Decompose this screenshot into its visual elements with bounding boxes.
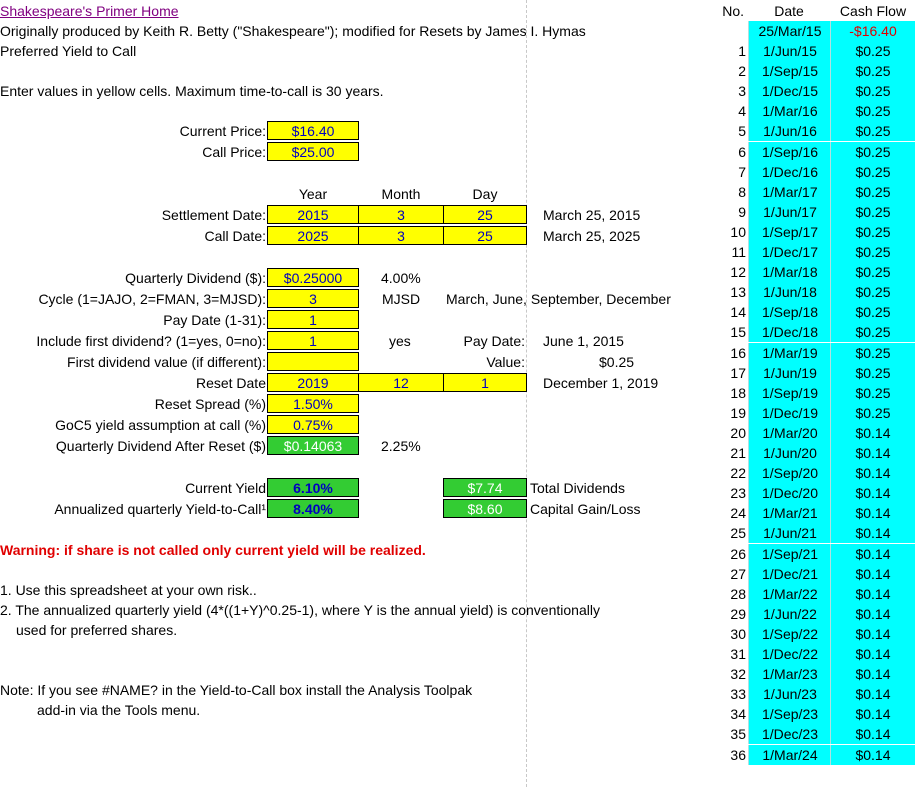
settlement-date-label: Settlement Date:: [161, 207, 266, 223]
value-label: Value:: [486, 354, 525, 370]
settlement-month-input[interactable]: 3: [358, 205, 444, 224]
sheet-subtitle: Preferred Yield to Call: [0, 43, 137, 59]
cash-flow-amount: $0.14: [830, 745, 915, 765]
cash-flow-no: 19: [730, 404, 746, 421]
cash-flow-no: 17: [730, 364, 746, 381]
cash-flow-no: 32: [730, 666, 746, 683]
cash-flow-no: 23: [730, 485, 746, 502]
first-dividend-value: $0.25: [599, 354, 635, 370]
cash-flow-no: 2: [738, 63, 746, 80]
settlement-year-input[interactable]: 2015: [267, 205, 359, 224]
call-price-label: Call Price:: [202, 144, 266, 160]
reset-date-text: December 1, 2019: [543, 375, 659, 391]
cash-flow-date: 1/Mar/21: [748, 503, 831, 523]
current-yield-label: Current Yield: [185, 480, 266, 496]
cash-flow-amount: $0.14: [830, 423, 915, 443]
cash-flow-no: 14: [730, 304, 746, 321]
total-dividends-value: $7.74: [443, 478, 527, 497]
cash-flow-amount: $0.14: [830, 664, 915, 684]
cash-flow-no: 22: [730, 465, 746, 482]
cash-flow-date: 1/Sep/18: [748, 302, 831, 322]
cash-flow-amount: $0.25: [830, 121, 915, 141]
call-year-input[interactable]: 2025: [267, 226, 359, 245]
page-break-line: [526, 0, 527, 787]
cash-flow-no: 30: [730, 625, 746, 642]
yield-to-call-value: 8.40%: [267, 499, 359, 518]
call-date-text: March 25, 2025: [543, 228, 641, 244]
cash-flow-amount: $0.25: [830, 162, 915, 182]
cash-flow-date: 1/Dec/23: [748, 724, 831, 744]
capital-gain-value: $8.60: [443, 499, 527, 518]
pay-day-label: Pay Date (1-31):: [163, 312, 266, 328]
quarterly-dividend-pct: 4.00%: [381, 270, 421, 286]
year-column-header: Year: [298, 186, 328, 202]
cash-flow-amount: $0.14: [830, 463, 915, 483]
cash-flow-amount: $0.25: [830, 383, 915, 403]
cash-flow-no: 35: [730, 726, 746, 743]
cash-flow-date: 1/Mar/19: [748, 343, 831, 363]
cash-flow-amount: $0.25: [830, 202, 915, 222]
warning-text: Warning: if share is not called only current yield will be realized.: [0, 542, 426, 558]
cash-flow-amount: $0.14: [830, 564, 915, 584]
cash-flow-date: 1/Dec/22: [748, 644, 831, 664]
cash-flow-amount: $0.25: [830, 142, 915, 162]
cash-flow-no: 8: [738, 183, 746, 200]
cash-flow-date: 1/Dec/17: [748, 242, 831, 262]
cash-flow-no: 4: [738, 103, 746, 120]
cash-flow-amount: $0.25: [830, 101, 915, 121]
note-2-continued: used for preferred shares.: [16, 622, 178, 638]
cash-flow-date: 1/Sep/21: [748, 544, 831, 564]
goc5-yield-input[interactable]: 0.75%: [267, 415, 359, 434]
cash-flow-amount: $0.25: [830, 282, 915, 302]
note-2: 2. The annualized quarterly yield (4*((1+Y)^0.25-1), where Y is the annual yield) is conventionally: [0, 602, 600, 618]
cash-flow-date: 1/Mar/18: [748, 262, 831, 282]
call-price-input[interactable]: $25.00: [267, 142, 359, 161]
cash-flow-date: 1/Jun/21: [748, 523, 831, 543]
cash-flow-column-header: Cash Flow: [839, 3, 907, 19]
cash-flow-date: 1/Jun/19: [748, 363, 831, 383]
cash-flow-amount: $0.25: [830, 302, 915, 322]
toolpak-note: Note: If you see #NAME? in the Yield-to-Call box install the Analysis Toolpak: [0, 682, 473, 698]
pay-date-label: Pay Date:: [463, 333, 525, 349]
goc5-yield-label: GoC5 yield assumption at call (%): [55, 417, 266, 433]
cash-flow-date: 1/Mar/17: [748, 182, 831, 202]
cash-flow-date: 1/Mar/20: [748, 423, 831, 443]
cash-flow-no: 29: [730, 605, 746, 622]
primer-home-link[interactable]: Shakespeare's Primer Home: [0, 3, 179, 19]
cash-flow-amount: $0.14: [830, 584, 915, 604]
call-day-input[interactable]: 25: [443, 226, 527, 245]
cycle-months: March, June, September, December: [446, 291, 671, 307]
credit-text: Originally produced by Keith R. Betty ("Shakespeare"); modified for Resets by James I. Hymas: [0, 23, 586, 39]
cash-flow-date: 1/Dec/15: [748, 81, 831, 101]
cash-flow-date: 1/Jun/18: [748, 282, 831, 302]
cash-flow-no: 34: [730, 706, 746, 723]
cash-flow-date: 1/Jun/22: [748, 604, 831, 624]
cash-flow-date: 1/Mar/24: [748, 745, 831, 765]
cash-flow-no: 27: [730, 565, 746, 582]
dividend-after-reset-label: Quarterly Dividend After Reset ($): [55, 438, 266, 454]
cash-flow-no: 7: [738, 163, 746, 180]
cash-flow-no: 12: [730, 264, 746, 281]
cash-flow-date: 1/Jun/23: [748, 684, 831, 704]
cash-flow-no: 16: [730, 344, 746, 361]
cash-flow-no: 1: [738, 43, 746, 59]
cash-flow-amount: $0.25: [830, 41, 915, 61]
cash-flow-amount: $0.14: [830, 604, 915, 624]
cash-flow-no: 11: [731, 244, 746, 260]
cash-flow-no: 9: [738, 203, 746, 220]
capital-gain-label: Capital Gain/Loss: [530, 501, 641, 517]
cash-flow-amount: $0.25: [830, 343, 915, 363]
current-yield-value: 6.10%: [267, 478, 359, 497]
cash-flow-no: 6: [738, 143, 746, 160]
cash-flow-no: 15: [730, 324, 746, 341]
cash-flow-amount: $0.14: [830, 544, 915, 564]
reset-month-input[interactable]: 12: [358, 373, 444, 392]
cash-flow-date: 1/Jun/15: [748, 41, 831, 61]
day-column-header: Day: [472, 186, 498, 202]
cash-flow-amount: $0.25: [830, 262, 915, 282]
cash-flow-amount: $0.25: [830, 81, 915, 101]
cash-flow-no: 24: [730, 505, 746, 522]
cash-flow-amount: $0.14: [830, 624, 915, 644]
cash-flow-amount: $0.25: [830, 222, 915, 242]
cash-flow-no: 20: [730, 424, 746, 441]
cash-flow-no: 28: [730, 585, 746, 602]
cash-flow-date: 1/Sep/19: [748, 383, 831, 403]
cash-flow-no: 26: [730, 545, 746, 562]
cash-flow-no: 25: [730, 525, 746, 542]
cash-flow-date: 1/Dec/21: [748, 564, 831, 584]
cash-flow-no: 5: [738, 123, 746, 140]
cash-flow-amount: $0.25: [830, 363, 915, 383]
cash-flow-date: 1/Jun/16: [748, 121, 831, 141]
instructions-text: Enter values in yellow cells. Maximum time-to-call is 30 years.: [0, 83, 384, 99]
cash-flow-date: 1/Sep/17: [748, 222, 831, 242]
cash-flow-no: [719, 21, 746, 41]
cash-flow-amount: $0.14: [830, 443, 915, 463]
cash-flow-amount: $0.14: [830, 704, 915, 724]
cash-flow-no: 3: [738, 83, 746, 100]
reset-day-input[interactable]: 1: [443, 373, 527, 392]
cash-flow-date: 1/Sep/22: [748, 624, 831, 644]
cash-flow-date: 1/Dec/20: [748, 483, 831, 503]
cash-flow-date: 1/Dec/16: [748, 162, 831, 182]
first-dividend-value-input[interactable]: [267, 352, 359, 371]
cash-flow-date: 1/Dec/18: [748, 322, 831, 342]
reset-date-label: Reset Date: [195, 375, 266, 391]
date-column-header: Date: [774, 3, 804, 19]
cycle-label: Cycle (1=JAJO, 2=FMAN, 3=MJSD):: [38, 291, 266, 307]
cash-flow-amount: $0.14: [830, 483, 915, 503]
toolpak-note-continued: add-in via the Tools menu.: [37, 702, 201, 718]
cash-flow-amount: $0.25: [830, 322, 915, 342]
cash-flow-amount: $0.14: [830, 503, 915, 523]
settlement-date-text: March 25, 2015: [543, 207, 641, 223]
cash-flow-date: 1/Sep/23: [748, 704, 831, 724]
cash-flow-date: 1/Jun/17: [748, 202, 831, 222]
cash-flow-amount: $0.14: [830, 644, 915, 664]
reset-spread-input[interactable]: 1.50%: [267, 394, 359, 413]
include-first-dividend-text: yes: [389, 333, 411, 349]
month-column-header: Month: [381, 186, 421, 202]
cash-flow-no: 36: [730, 746, 746, 763]
note-1: 1. Use this spreadsheet at your own risk..: [0, 582, 257, 598]
reset-year-input[interactable]: 2019: [267, 373, 359, 392]
cash-flow-amount: $0.25: [830, 61, 915, 81]
first-dividend-value-label: First dividend value (if different):: [67, 354, 266, 370]
cash-flow-no: 33: [730, 686, 746, 703]
include-first-dividend-label: Include first dividend? (1=yes, 0=no):: [36, 333, 266, 349]
current-price-label: Current Price:: [179, 123, 266, 139]
cycle-code: MJSD: [382, 291, 421, 307]
reset-spread-label: Reset Spread (%): [154, 396, 266, 412]
cash-flow-no: 13: [730, 284, 746, 301]
quarterly-dividend-input[interactable]: $0.25000: [267, 268, 359, 287]
cash-flow-date: 1/Sep/16: [748, 142, 831, 162]
cash-flow-no: 21: [730, 445, 746, 461]
yield-to-call-label: Annualized quarterly Yield-to-Call¹: [54, 501, 266, 517]
total-dividends-label: Total Dividends: [530, 480, 625, 496]
dividend-after-reset-pct: 2.25%: [381, 438, 421, 454]
cash-flow-amount: $0.14: [830, 684, 915, 704]
call-month-input[interactable]: 3: [358, 226, 444, 245]
cash-flow-amount: $0.14: [830, 724, 915, 744]
quarterly-dividend-label: Quarterly Dividend ($):: [125, 270, 266, 286]
cash-flow-no: 31: [730, 646, 746, 662]
cash-flow-date: 1/Mar/16: [748, 101, 831, 121]
cash-flow-no: 10: [730, 223, 746, 240]
settlement-day-input[interactable]: 25: [443, 205, 527, 224]
cash-flow-amount: $0.25: [830, 403, 915, 423]
cash-flow-amount: -$16.40: [830, 21, 915, 41]
cash-flow-date: 25/Mar/15: [748, 21, 831, 41]
dividend-after-reset-value: $0.14063: [267, 436, 359, 455]
cash-flow-date: 1/Jun/20: [748, 443, 831, 463]
cash-flow-date: 1/Sep/20: [748, 463, 831, 483]
pay-date-value: June 1, 2015: [543, 333, 624, 349]
cash-flow-amount: $0.25: [830, 182, 915, 202]
cash-flow-date: 1/Mar/23: [748, 664, 831, 684]
no-column-header: No.: [722, 3, 744, 19]
cash-flow-amount: $0.14: [830, 523, 915, 543]
include-first-dividend-input[interactable]: 1: [267, 331, 359, 350]
call-date-label: Call Date:: [204, 228, 266, 244]
cycle-input[interactable]: 3: [267, 289, 359, 308]
cash-flow-no: 18: [730, 384, 746, 401]
cash-flow-date: 1/Dec/19: [748, 403, 831, 423]
current-price-input[interactable]: $16.40: [267, 121, 359, 140]
cash-flow-date: 1/Mar/22: [748, 584, 831, 604]
cash-flow-date: 1/Sep/15: [748, 61, 831, 81]
pay-day-input[interactable]: 1: [267, 310, 359, 329]
cash-flow-amount: $0.25: [830, 242, 915, 262]
